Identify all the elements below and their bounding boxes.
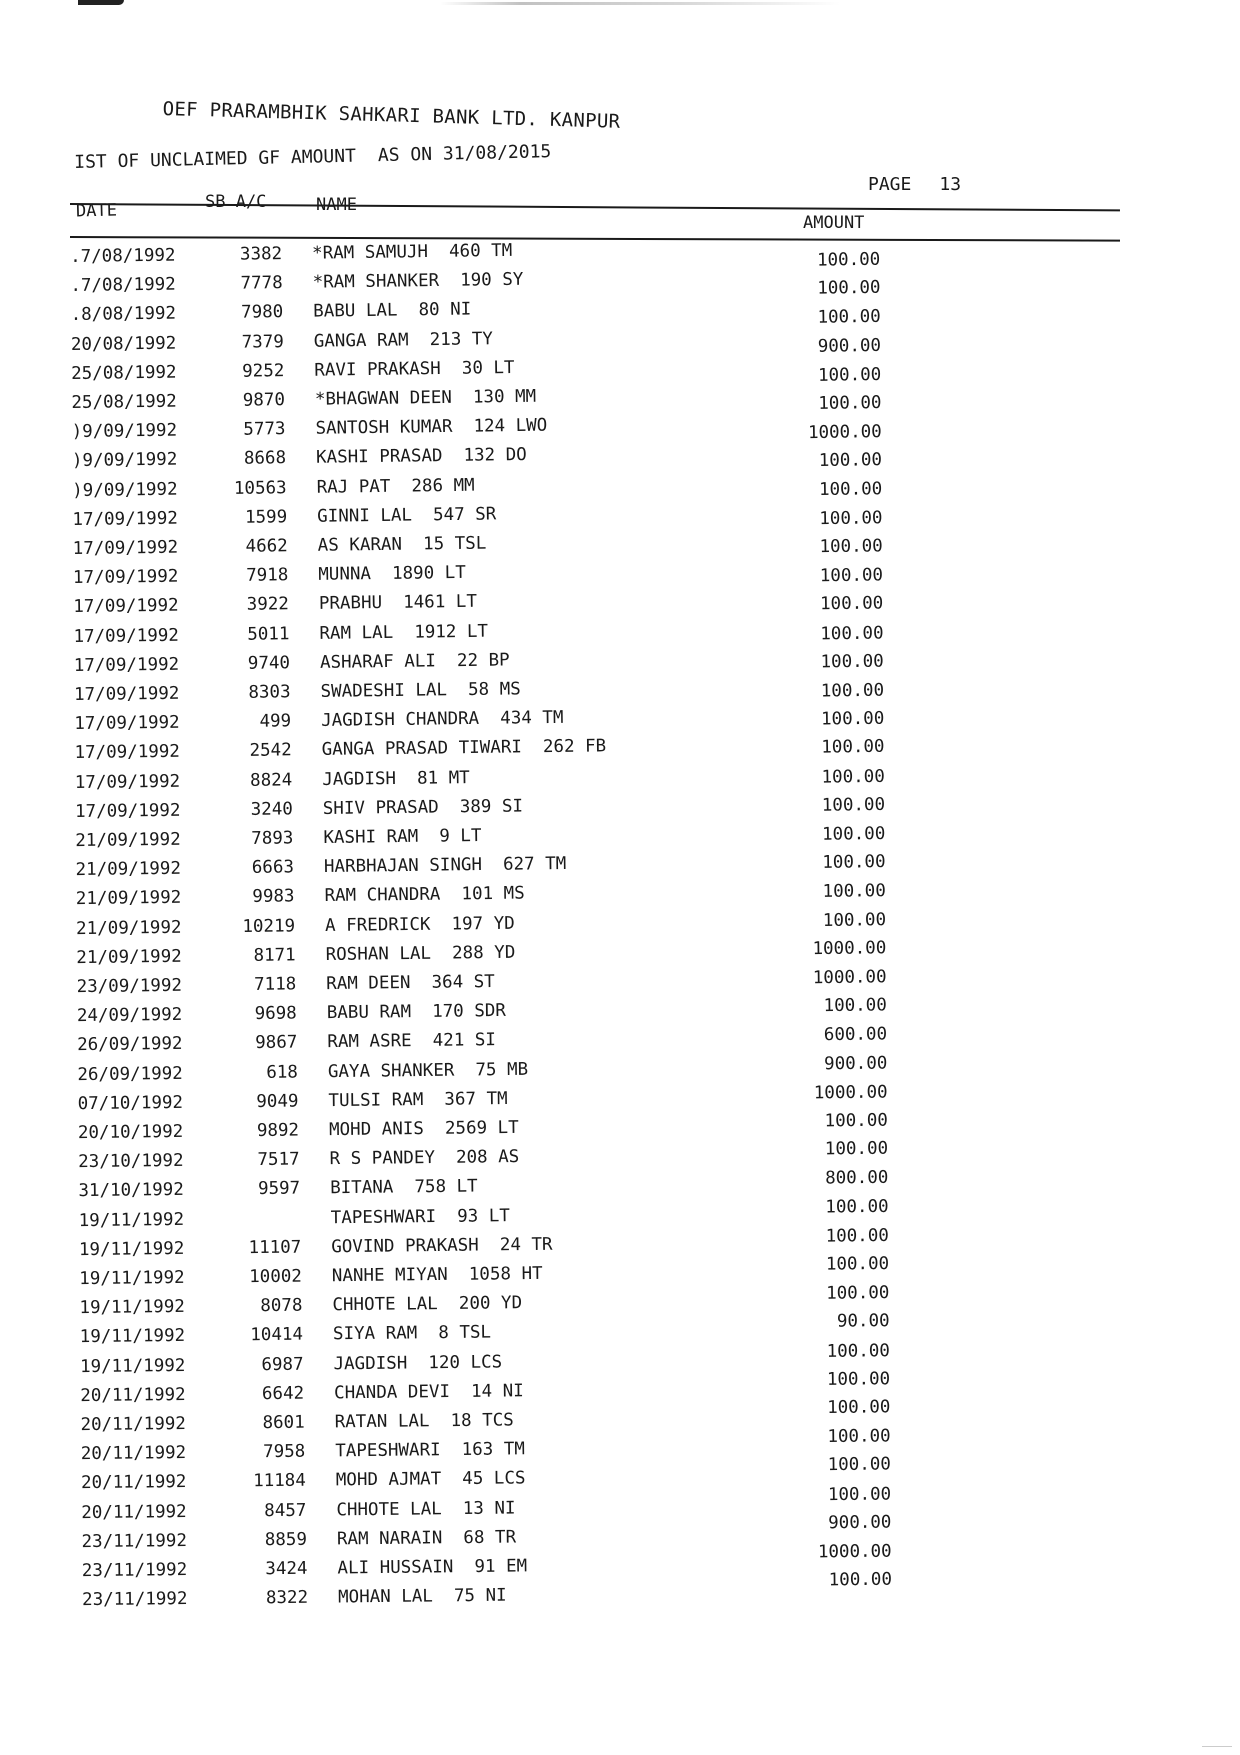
row-sb-ac: 3240 [250,799,293,820]
row-sb-ac: 9740 [247,653,291,674]
row-amount: 100.00 [827,1483,892,1505]
row-amount: 100.00 [824,1139,889,1161]
row-name: CHANDA DEVI 14 NI [334,1381,524,1404]
row-name: CHHOTE LAL 13 NI [336,1498,516,1520]
row-sb-ac: 7118 [253,974,297,995]
row-sb-ac: 10414 [250,1325,304,1346]
row-sb-ac: 9698 [254,1003,297,1025]
row-name: PRABHU 1461 LT [318,592,478,615]
row-amount: 100.00 [825,1225,889,1247]
row-date: 25/08/1992 [71,391,177,414]
row-date: 20/11/1992 [81,1501,187,1523]
row-amount: 100.00 [825,1196,889,1218]
row-sb-ac: 7980 [240,302,284,324]
row-name: MOHD AJMAT 45 LCS [335,1468,526,1491]
row-amount: 100.00 [819,565,884,587]
row-date: 25/08/1992 [71,362,177,384]
row-sb-ac: 9597 [257,1178,301,1200]
row-name: ASHARAF ALI 22 BP [319,650,510,673]
row-name: SHIV PRASAD 389 SI [322,796,524,819]
row-amount: 1000.00 [813,1081,888,1103]
row-sb-ac: 9870 [242,390,286,411]
row-sb-ac: 5011 [247,623,290,645]
row-name: CHHOTE LAL 200 YD [332,1293,523,1316]
row-name: SANTOSH KUMAR 124 LWO [315,415,548,439]
row-name: BITANA 758 LT [330,1176,478,1199]
row-amount: 100.00 [826,1368,891,1390]
row-amount: 100.00 [827,1397,891,1419]
row-amount: 100.00 [821,766,885,788]
row-sb-ac: 8322 [265,1587,309,1609]
row-sb-ac: 7918 [246,565,289,586]
row-date: 17/09/1992 [72,566,179,589]
row-amount: 100.00 [820,622,884,644]
row-amount: 100.00 [818,393,882,415]
row-date: 19/11/1992 [79,1267,185,1290]
row-sb-ac: 6987 [261,1354,304,1375]
row-sb-ac: 8824 [249,769,293,791]
row-name: RAM DEEN 364 ST [326,972,495,995]
row-date: 23/10/1992 [78,1151,184,1173]
column-header-date: DATE [75,200,118,222]
row-name: TULSI RAM 367 TM [328,1088,508,1111]
row-amount: 100.00 [821,794,886,816]
row-name: HARBHAJAN SINGH 627 TM [323,854,567,878]
row-amount: 100.00 [826,1282,890,1304]
list-title-line [74,141,552,173]
row-name: KASHI PRASAD 132 DO [315,445,527,469]
row-date: 20/08/1992 [70,333,177,355]
row-date: )9/09/1992 [71,420,178,443]
row-date: 23/09/1992 [76,975,183,998]
row-name: SWADESHI LAL 58 MS [320,679,521,702]
row-sb-ac: 10219 [242,915,296,937]
row-date: 21/09/1992 [75,917,182,939]
row-amount: 100.00 [821,737,885,759]
row-sb-ac: 6663 [251,857,295,879]
row-name: BABU RAM 170 SDR [326,1001,507,1024]
row-name: ROSHAN LAL 288 YD [325,942,516,965]
list-title: IST OF UNCLAIMED GF AMOUNT [74,145,357,173]
row-date: 26/09/1992 [77,1034,183,1056]
row-sb-ac: 3424 [265,1558,308,1580]
row-amount: 600.00 [823,1024,888,1046]
row-date: 19/11/1992 [79,1355,186,1377]
row-date: 23/11/1992 [81,1589,188,1611]
row-date: 19/11/1992 [78,1209,185,1231]
row-date: 21/09/1992 [75,829,181,852]
row-name: TAPESHWARI 93 LT [330,1205,510,1228]
row-name: GOVIND PRAKASH 24 TR [331,1234,553,1258]
row-amount: 1000.00 [812,938,887,960]
row-sb-ac: 5773 [243,419,286,440]
row-date: 17/09/1992 [72,537,179,560]
row-amount: 1000.00 [812,967,887,989]
row-sb-ac: 10002 [249,1266,302,1288]
row-name: *RAM SAMUJH 460 TM [311,240,513,264]
row-amount: 900.00 [817,335,882,357]
row-amount: 100.00 [816,249,881,271]
bank-title: OEF PRARAMBHIK SAHKARI BANK LTD. KANPUR [162,98,621,133]
row-sb-ac: 9892 [256,1120,300,1141]
row-amount: 800.00 [825,1168,889,1189]
row-amount: 100.00 [820,680,885,701]
row-name: RATAN LAL 18 TCS [334,1410,514,1433]
row-date: 17/09/1992 [73,596,179,618]
row-sb-ac: 8303 [248,682,291,703]
row-sb-ac: 9252 [242,360,285,382]
row-sb-ac: 9049 [256,1091,299,1112]
row-date: 20/11/1992 [80,1472,187,1494]
row-date: 26/09/1992 [77,1063,183,1085]
row-sb-ac: 7893 [251,828,294,849]
row-amount: 100.00 [819,507,883,529]
row-date: .7/08/1992 [69,245,176,268]
row-sb-ac: 7379 [241,331,284,353]
row-name: RAM LAL 1912 LT [319,621,489,644]
row-sb-ac: 1599 [244,506,288,528]
row-name: A FREDRICK 197 YD [324,913,515,936]
row-name: JAGDISH 81 MT [322,767,470,790]
row-date: 20/11/1992 [80,1443,187,1465]
page-number: 13 [939,174,962,195]
row-date: 21/09/1992 [76,946,182,968]
row-name: RAM ASRE 421 SI [327,1030,497,1053]
row-name: *BHAGWAN DEEN 130 MM [314,386,537,410]
row-amount: 100.00 [827,1426,891,1448]
row-name: KASHI RAM 9 LT [323,826,482,848]
row-name: MOHAN LAL 75 NI [337,1585,507,1608]
row-amount: 900.00 [828,1512,892,1534]
row-amount: 1000.00 [807,421,882,443]
scan-artifact [78,0,124,5]
row-amount: 1000.00 [817,1541,892,1562]
column-header-amount: AMOUNT [803,213,865,233]
row-name: GANGA RAM 213 TY [313,328,494,352]
row-date: 20/11/1992 [80,1384,186,1406]
row-sb-ac: 11184 [253,1471,306,1492]
row-name: RAVI PRAKASH 30 LT [314,357,515,381]
row-name: GAYA SHANKER 75 MB [327,1059,529,1082]
row-amount: 100.00 [820,651,884,673]
row-date: 17/09/1992 [74,800,181,822]
row-amount: 100.00 [817,307,881,328]
row-name: JAGDISH CHANDRA 434 TM [321,708,564,732]
row-sb-ac [221,1208,301,1209]
row-amount: 100.00 [819,536,883,558]
row-amount: 100.00 [820,708,885,730]
row-sb-ac: 4662 [245,536,288,557]
row-name: SIYA RAM 8 TSL [332,1322,492,1345]
row-name: RAM NARAIN 68 TR [336,1527,517,1550]
row-amount: 100.00 [827,1455,892,1476]
page-label: PAGE [868,174,912,195]
row-sb-ac: 8601 [262,1412,305,1434]
row-date: 17/09/1992 [74,742,181,764]
row-amount: 100.00 [826,1340,890,1361]
page-indicator [868,174,961,195]
row-sb-ac: 11107 [248,1237,302,1258]
row-name: NANHE MIYAN 1058 HT [331,1263,543,1287]
row-amount: 100.00 [825,1254,890,1275]
row-date: 31/10/1992 [78,1180,184,1202]
row-date: 17/09/1992 [72,508,178,530]
row-amount: 100.00 [822,852,886,874]
row-sb-ac: 6642 [261,1383,305,1404]
as-on-date: AS ON 31/08/2015 [377,141,552,167]
row-amount: 100.00 [828,1569,893,1591]
row-date: 21/09/1992 [75,888,182,910]
row-date: 19/11/1992 [79,1297,185,1319]
row-amount: 100.00 [823,995,887,1017]
row-amount: 100.00 [822,881,886,902]
row-name: TAPESHWARI 163 TM [335,1439,526,1462]
row-date: 20/10/1992 [77,1121,184,1144]
row-sb-ac: 8668 [243,448,287,470]
row-sb-ac: 10563 [233,477,287,499]
row-sb-ac: 7517 [257,1149,300,1171]
row-name: GANGA PRASAD TIWARI 262 FB [321,736,607,761]
row-sb-ac: 3382 [239,244,283,265]
row-amount: 100.00 [819,594,884,615]
row-name: RAM CHANDRA 101 MS [324,883,525,907]
row-date: 23/11/1992 [81,1560,188,1582]
row-amount: 900.00 [823,1053,888,1075]
row-sb-ac: 7778 [240,273,283,294]
row-date: .7/08/1992 [70,274,176,297]
row-date: 17/09/1992 [73,625,179,647]
row-name: ALI HUSSAIN 91 EM [337,1556,528,1579]
row-date: 17/09/1992 [74,771,181,793]
row-amount: 100.00 [822,909,887,931]
scan-artifact [1202,1732,1232,1747]
row-sb-ac: 2542 [249,740,292,762]
row-amount: 90.00 [836,1311,890,1333]
row-date: 21/09/1992 [75,858,182,881]
row-name: AS KARAN 15 TSL [317,533,487,556]
row-sb-ac: 9867 [255,1032,298,1054]
row-name: *RAM SHANKER 190 SY [312,269,524,293]
row-sb-ac: 8078 [260,1295,303,1317]
row-sb-ac: 8457 [264,1500,307,1521]
row-date: 17/09/1992 [73,683,180,706]
row-amount: 100.00 [817,364,882,386]
row-date: )9/09/1992 [72,479,178,501]
row-name: BABU LAL 80 NI [313,299,472,323]
row-amount: 100.00 [824,1110,888,1132]
row-date: )9/09/1992 [71,450,178,472]
row-date: 23/11/1992 [81,1530,188,1552]
row-name: MOHD ANIS 2569 LT [328,1117,519,1141]
row-amount: 100.00 [821,823,886,845]
row-name: RAJ PAT 286 MM [316,475,475,498]
row-date: 20/11/1992 [80,1413,186,1436]
row-sb-ac: 3922 [246,594,290,616]
row-date: 19/11/1992 [79,1326,186,1348]
row-date: 17/09/1992 [73,654,180,676]
row-date: 07/10/1992 [77,1092,184,1114]
row-sb-ac: 9983 [252,886,295,908]
column-header-sb-ac: SB A/C [205,192,267,212]
row-sb-ac: 618 [266,1062,299,1083]
row-sb-ac: 8171 [253,945,296,966]
scan-artifact [440,2,840,5]
row-name: R S PANDEY 208 AS [329,1147,520,1170]
row-name: MUNNA 1890 LT [318,563,466,586]
row-sb-ac: 7958 [263,1441,306,1463]
row-date: 19/11/1992 [78,1238,185,1260]
row-name: JAGDISH 120 LCS [333,1352,503,1374]
row-amount: 100.00 [818,479,883,501]
row-sb-ac: 8859 [264,1529,308,1550]
row-date: 24/09/1992 [76,1005,183,1027]
row-amount: 100.00 [817,278,881,300]
row-sb-ac: 499 [259,711,292,732]
row-amount: 100.00 [818,450,883,472]
row-date: .8/08/1992 [70,303,177,326]
column-header-name: NAME [316,195,357,215]
row-name: GINNI LAL 547 SR [317,504,497,527]
row-date: 17/09/1992 [74,712,180,735]
